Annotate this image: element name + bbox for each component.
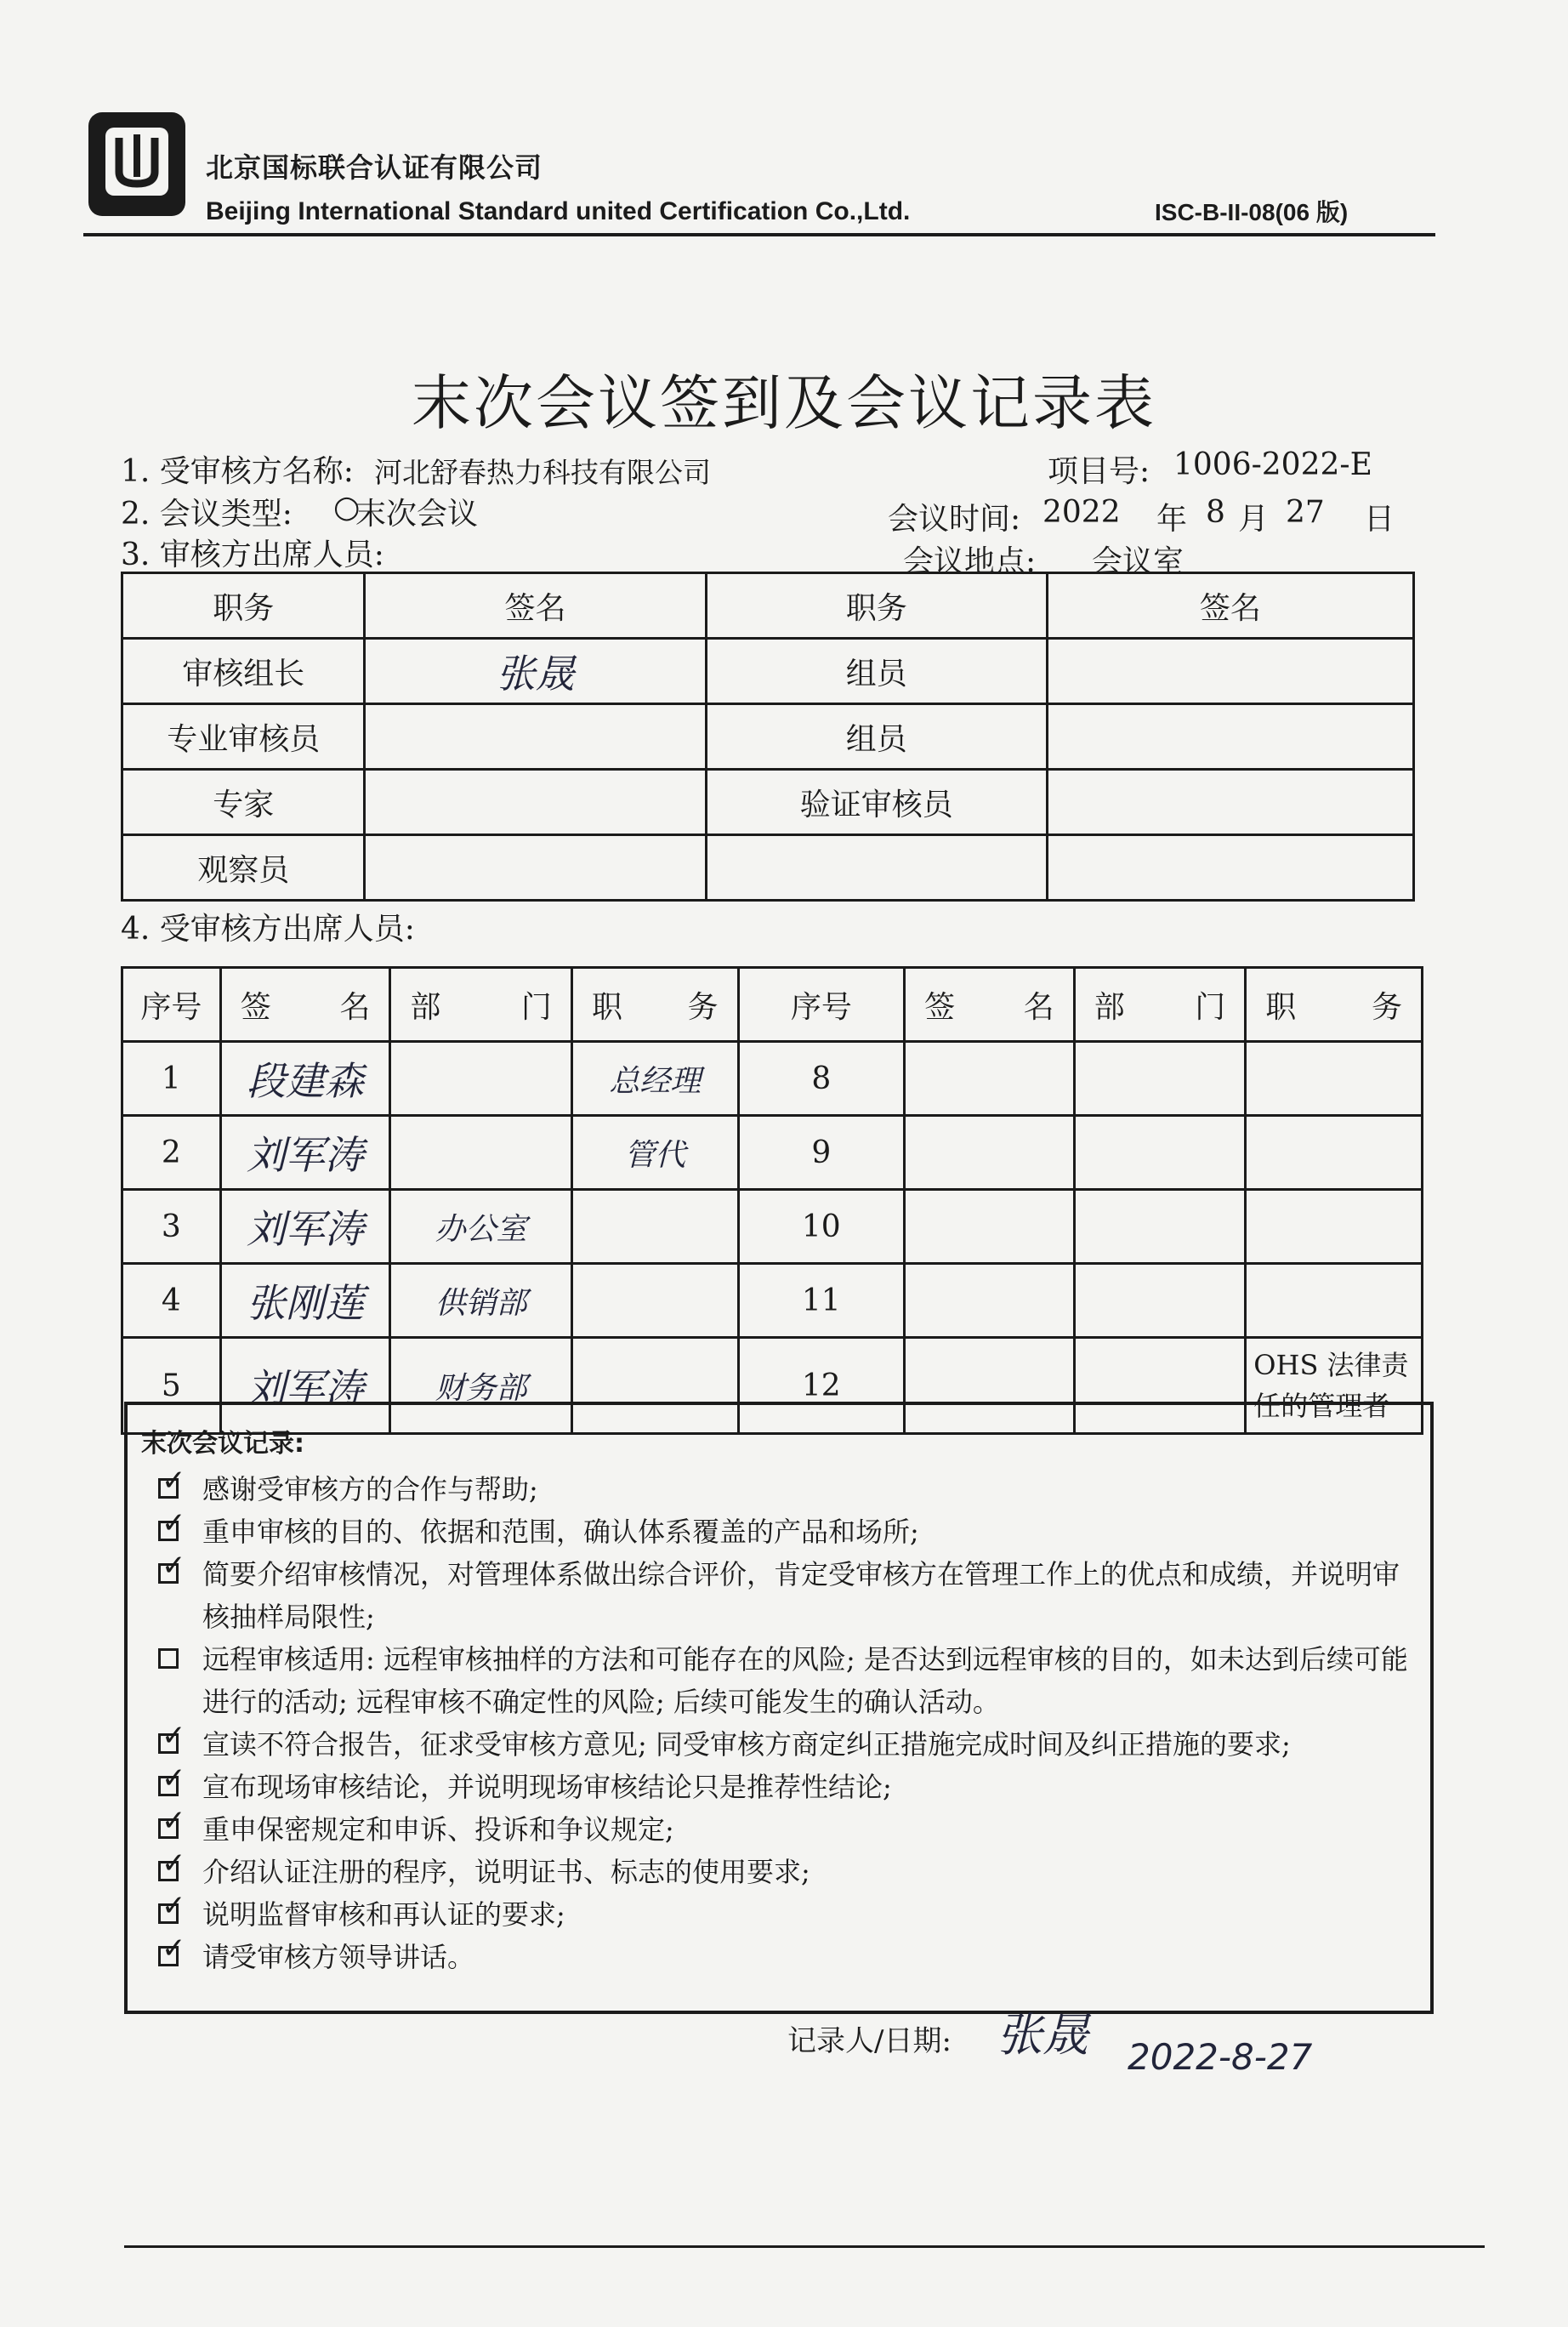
check-mark-icon: ✓ <box>162 1761 186 1795</box>
year-unit: 年 <box>1156 502 1188 537</box>
department-cell: 办公室 <box>390 1190 572 1264</box>
signature-cell <box>905 1190 1075 1264</box>
seq-cell: 10 <box>738 1190 905 1264</box>
signature-cell <box>905 1116 1075 1190</box>
record-item-text: 简要介绍审核情况，对管理体系做出综合评价，肯定受审核方在管理工作上的优点和成绩，并说明审核抽样局限性; <box>202 1558 1400 1633</box>
record-item <box>158 1932 1408 1978</box>
header-seq: 序号 <box>122 968 221 1042</box>
position-cell <box>571 1264 738 1338</box>
signature-cell <box>1047 835 1413 901</box>
signature-cell <box>1047 770 1413 835</box>
meeting-type-label: 2. 会议类型: <box>121 497 293 532</box>
position-cell: OHS 法律责任的管理者 <box>1246 1338 1423 1434</box>
table-row <box>122 1190 1423 1264</box>
check-mark-icon: ✓ <box>162 1804 186 1838</box>
record-item <box>158 1804 1408 1851</box>
checkbox <box>158 1648 179 1669</box>
seq-cell: 3 <box>122 1190 221 1264</box>
signature-cell <box>1047 704 1413 770</box>
header-role: 职务 <box>122 573 365 639</box>
seq-cell: 12 <box>738 1338 905 1434</box>
signature-cell <box>905 1264 1075 1338</box>
record-item-text: 远程审核适用: 远程审核抽样的方法和可能存在的风险; 是否达到远程审核的目的，如未达到后续可能进行的活动; 远程审核不确定性的风险; 后续可能发生的确认活动。 <box>202 1643 1408 1718</box>
record-item-text: 说明监督审核和再认证的要求; <box>202 1898 565 1931</box>
record-item-text: 重申保密规定和申诉、投诉和争议规定; <box>202 1813 674 1846</box>
signature-cell: 刘军涛 <box>220 1116 390 1190</box>
department-cell <box>1074 1190 1246 1264</box>
record-item <box>158 1761 1408 1808</box>
meeting-records-title: 末次会议记录: <box>141 1429 304 1459</box>
role-cell: 审核组长 <box>122 639 365 704</box>
footer-divider <box>124 2245 1485 2248</box>
record-item-text: 感谢受审核方的合作与帮助; <box>202 1473 538 1505</box>
header-seq: 序号 <box>738 968 905 1042</box>
record-item <box>158 1506 1408 1553</box>
signature-cell <box>365 835 706 901</box>
role-cell: 专家 <box>122 770 365 835</box>
meeting-place-value: 会议室 <box>1092 544 1185 579</box>
auditee-attendees-label: 4. 受审核方出席人员: <box>121 912 415 947</box>
role-cell: 组员 <box>706 639 1047 704</box>
table-row <box>122 1264 1423 1338</box>
meeting-time-label: 会议时间: <box>888 502 1021 537</box>
check-mark-icon: ✓ <box>162 1464 186 1498</box>
header-signature: 签名 <box>365 573 706 639</box>
seq-cell: 11 <box>738 1264 905 1338</box>
signature-cell: 刘军涛 <box>220 1190 390 1264</box>
department-cell <box>1074 1042 1246 1116</box>
record-item-text: 请受审核方领导讲话。 <box>202 1941 475 1973</box>
role-cell: 观察员 <box>122 835 365 901</box>
company-name-cn: 北京国标联合认证有限公司 <box>206 151 543 184</box>
recorder-date: 2022-8-27 <box>1128 2036 1313 2078</box>
signature-cell: 张晟 <box>365 639 706 704</box>
certification-logo-icon <box>85 109 189 219</box>
auditor-attendance-table <box>121 572 1415 902</box>
day-unit: 日 <box>1364 502 1395 537</box>
record-item-text: 宣读不符合报告，征求受审核方意见; 同受审核方商定纠正措施完成时间及纠正措施的要求; <box>202 1728 1291 1761</box>
role-cell: 组员 <box>706 704 1047 770</box>
meeting-year: 2022 <box>1042 495 1121 530</box>
recorder-signature: 张晟 <box>997 2008 1088 2062</box>
table-row <box>122 1116 1423 1190</box>
role-cell: 专业审核员 <box>122 704 365 770</box>
header-divider <box>83 233 1435 236</box>
role-cell: 验证审核员 <box>706 770 1047 835</box>
check-mark-icon: ✓ <box>162 1506 186 1540</box>
department-cell: 供销部 <box>390 1264 572 1338</box>
auditee-name-label: 1. 受审核方名称: <box>121 454 354 489</box>
record-item <box>158 1719 1408 1766</box>
record-item <box>158 1464 1408 1511</box>
position-cell <box>571 1190 738 1264</box>
seq-cell: 5 <box>122 1338 221 1434</box>
role-cell <box>706 835 1047 901</box>
project-no-label: 项目号: <box>1048 454 1150 489</box>
record-item-text: 重申审核的目的、依据和范围，确认体系覆盖的产品和场所; <box>202 1516 919 1548</box>
table-row <box>122 835 1414 901</box>
record-item <box>158 1846 1408 1893</box>
seq-cell: 1 <box>122 1042 221 1116</box>
position-cell: 总经理 <box>571 1042 738 1116</box>
table-row <box>122 639 1414 704</box>
seq-cell: 9 <box>738 1116 905 1190</box>
signature-cell <box>365 770 706 835</box>
meeting-type-value: 末次会议 <box>355 497 479 532</box>
table-row <box>122 770 1414 835</box>
project-no-value: 1006-2022-E <box>1173 447 1372 482</box>
signature-cell: 张刚莲 <box>220 1264 390 1338</box>
page-title: 末次会议签到及会议记录表 <box>412 368 1156 438</box>
meeting-month: 8 <box>1206 495 1225 530</box>
table-row <box>122 1042 1423 1116</box>
seq-cell: 8 <box>738 1042 905 1116</box>
header-position: 职务 <box>571 968 738 1042</box>
header-signature: 签名 <box>220 968 390 1042</box>
position-cell <box>1246 1190 1423 1264</box>
check-mark-icon: ✓ <box>162 1889 186 1923</box>
check-mark-icon: ✓ <box>162 1932 186 1966</box>
check-mark-icon: ✓ <box>162 1719 186 1753</box>
table-header-row <box>122 968 1423 1042</box>
signature-cell: 段建森 <box>220 1042 390 1116</box>
seq-cell: 2 <box>122 1116 221 1190</box>
record-item-text: 宣布现场审核结论，并说明现场审核结论只是推荐性结论; <box>202 1771 892 1803</box>
department-cell <box>390 1042 572 1116</box>
position-cell <box>1246 1116 1423 1190</box>
auditee-name-value: 河北舒春热力科技有限公司 <box>374 456 711 489</box>
header-signature: 签名 <box>1047 573 1413 639</box>
check-mark-icon: ✓ <box>162 1549 186 1583</box>
department-cell <box>1074 1264 1246 1338</box>
meeting-place-label: 会议地点: <box>903 544 1037 579</box>
record-item-text: 介绍认证注册的程序，说明证书、标志的使用要求; <box>202 1856 810 1888</box>
signature-cell <box>1047 639 1413 704</box>
table-row <box>122 704 1414 770</box>
auditee-attendance-table <box>121 966 1423 1435</box>
month-unit: 月 <box>1238 502 1270 537</box>
position-cell <box>1246 1042 1423 1116</box>
auditor-attendees-label: 3. 审核方出席人员: <box>121 538 384 572</box>
meeting-day: 27 <box>1286 495 1325 530</box>
header-position: 职务 <box>1246 968 1423 1042</box>
record-item <box>158 1889 1408 1936</box>
meeting-type-radio-icon: ○ <box>333 490 361 525</box>
record-item <box>158 1549 1408 1638</box>
department-cell <box>390 1116 572 1190</box>
check-mark-icon: ✓ <box>162 1846 186 1880</box>
department-cell <box>1074 1116 1246 1190</box>
signature-cell: 刘军涛 <box>220 1338 390 1434</box>
company-name-en: Beijing International Standard united Certification Co.,Ltd. <box>206 197 911 225</box>
department-cell: 财务部 <box>390 1338 572 1434</box>
seq-cell: 4 <box>122 1264 221 1338</box>
header-department: 部门 <box>390 968 572 1042</box>
header-department: 部门 <box>1074 968 1246 1042</box>
header-signature: 签名 <box>905 968 1075 1042</box>
table-header-row <box>122 573 1414 639</box>
position-cell <box>1246 1264 1423 1338</box>
form-code: ISC-B-II-08(06 版) <box>1155 199 1349 225</box>
signature-cell <box>905 1042 1075 1116</box>
recorder-label: 记录人/日期: <box>787 2024 952 2058</box>
position-cell: 管代 <box>571 1116 738 1190</box>
record-item <box>158 1638 1408 1723</box>
header-role: 职务 <box>706 573 1047 639</box>
signature-cell <box>365 704 706 770</box>
